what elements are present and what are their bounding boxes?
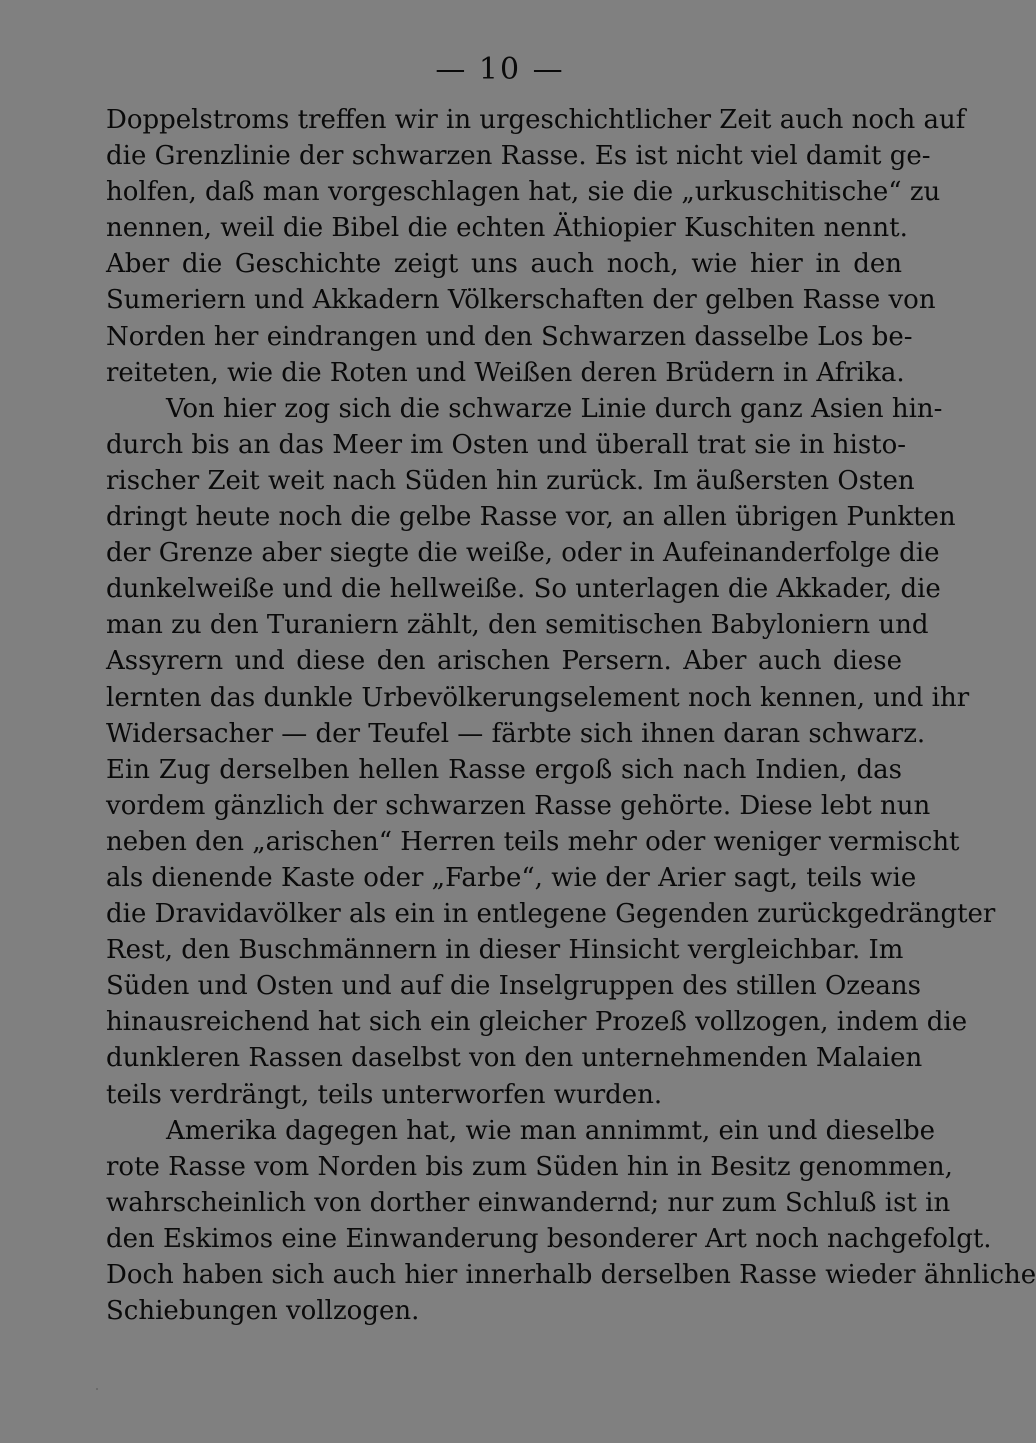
- text-line: Sumeriern und Akkadern Völkerschaften der gelben Rasse von: [106, 285, 936, 316]
- text-line: dunkelweiße und die hellweiße. So unterlagen die Akkader, die: [106, 574, 941, 605]
- text-line: Norden her eindrangen und den Schwarzen dasselbe Los be-: [106, 321, 913, 352]
- text-line: dunkleren Rassen daselbst von den unternehmenden Malaien: [106, 1043, 923, 1074]
- body-text: [106, 102, 1036, 1329]
- text-line: rischer Zeit weit nach Süden hin zurück. Im äußersten Osten: [106, 465, 915, 496]
- text-line: holfen, daß man vorgeschlagen hat, sie die „urkuschitische“ zu: [106, 177, 941, 208]
- text-line: vordem gänzlich der schwarzen Rasse gehörte. Diese lebt nun: [106, 790, 931, 821]
- paragraph-last-line: teils verdrängt, teils unterworfen wurden.: [106, 1079, 663, 1110]
- text-line: wahrscheinlich von dorther einwandernd; nur zum Schluß ist in: [106, 1187, 951, 1218]
- text-line: Doppelstroms treffen wir in urgeschichtlicher Zeit auch noch auf: [106, 105, 966, 135]
- scan-artifact: [96, 1388, 98, 1390]
- text-line: Rest, den Buschmännern in dieser Hinsicht vergleichbar. Im: [106, 935, 904, 966]
- text-line: den Eskimos eine Einwanderung besonderer Art noch nachgefolgt.: [106, 1223, 992, 1254]
- text-line: reiteten, wie die Roten und Weißen deren Brüdern in Afrika.: [106, 357, 905, 388]
- text-line: Süden und Osten und auf die Inselgruppen des stillen Ozeans: [106, 971, 921, 1002]
- text-line: rote Rasse vom Norden bis zum Süden hin in Besitz genommen,: [106, 1151, 953, 1182]
- paragraph-first-line: Von hier zog sich die schwarze Linie durch ganz Asien hin-: [166, 393, 943, 424]
- text-line: durch bis an das Meer im Osten und überall trat sie in histo-: [106, 429, 907, 460]
- text-line: dringt heute noch die gelbe Rasse vor, an allen übrigen Punkten: [106, 502, 956, 533]
- text-line: Assyrern und diese den arischen Persern. Aber auch diese: [106, 646, 902, 677]
- text-line: Doch haben sich auch hier innerhalb derselben Rasse wieder ähnliche: [106, 1260, 1036, 1290]
- paragraph-first-line: Amerika dagegen hat, wie man annimmt, ein und dieselbe: [166, 1115, 936, 1146]
- text-line: der Grenze aber siegte die weiße, oder in Aufeinanderfolge die: [106, 538, 940, 569]
- text-line: lernten das dunkle Urbevölkerungselement noch kennen, und ihr: [106, 682, 970, 713]
- text-line: als dienende Kaste oder „Farbe“, wie der Arier sagt, teils wie: [106, 862, 917, 893]
- text-line: hinausreichend hat sich ein gleicher Prozeß vollzogen, indem die: [106, 1007, 968, 1038]
- text-line: neben den „arischen“ Herren teils mehr oder weniger vermischt: [106, 826, 960, 857]
- text-line: Ein Zug derselben hellen Rasse ergoß sich nach Indien, das: [106, 754, 902, 785]
- text-line: Aber die Geschichte zeigt uns auch noch, wie hier in den: [106, 249, 902, 280]
- paragraph-last-line: Schiebungen vollzogen.: [106, 1296, 420, 1327]
- text-line: die Dravidavölker als ein in entlegene Gegenden zurückgedrängter: [106, 899, 996, 930]
- text-line: Widersacher — der Teufel — färbte sich ihnen daran schwarz.: [106, 718, 926, 749]
- text-line: die Grenzlinie der schwarzen Rasse. Es ist nicht viel damit ge-: [106, 141, 931, 172]
- text-line: man zu den Turaniern zählt, den semitischen Babyloniern und: [106, 610, 929, 641]
- page-number: — 10 —: [435, 52, 565, 87]
- text-line: nennen, weil die Bibel die echten Äthiopier Kuschiten nennt.: [106, 213, 908, 244]
